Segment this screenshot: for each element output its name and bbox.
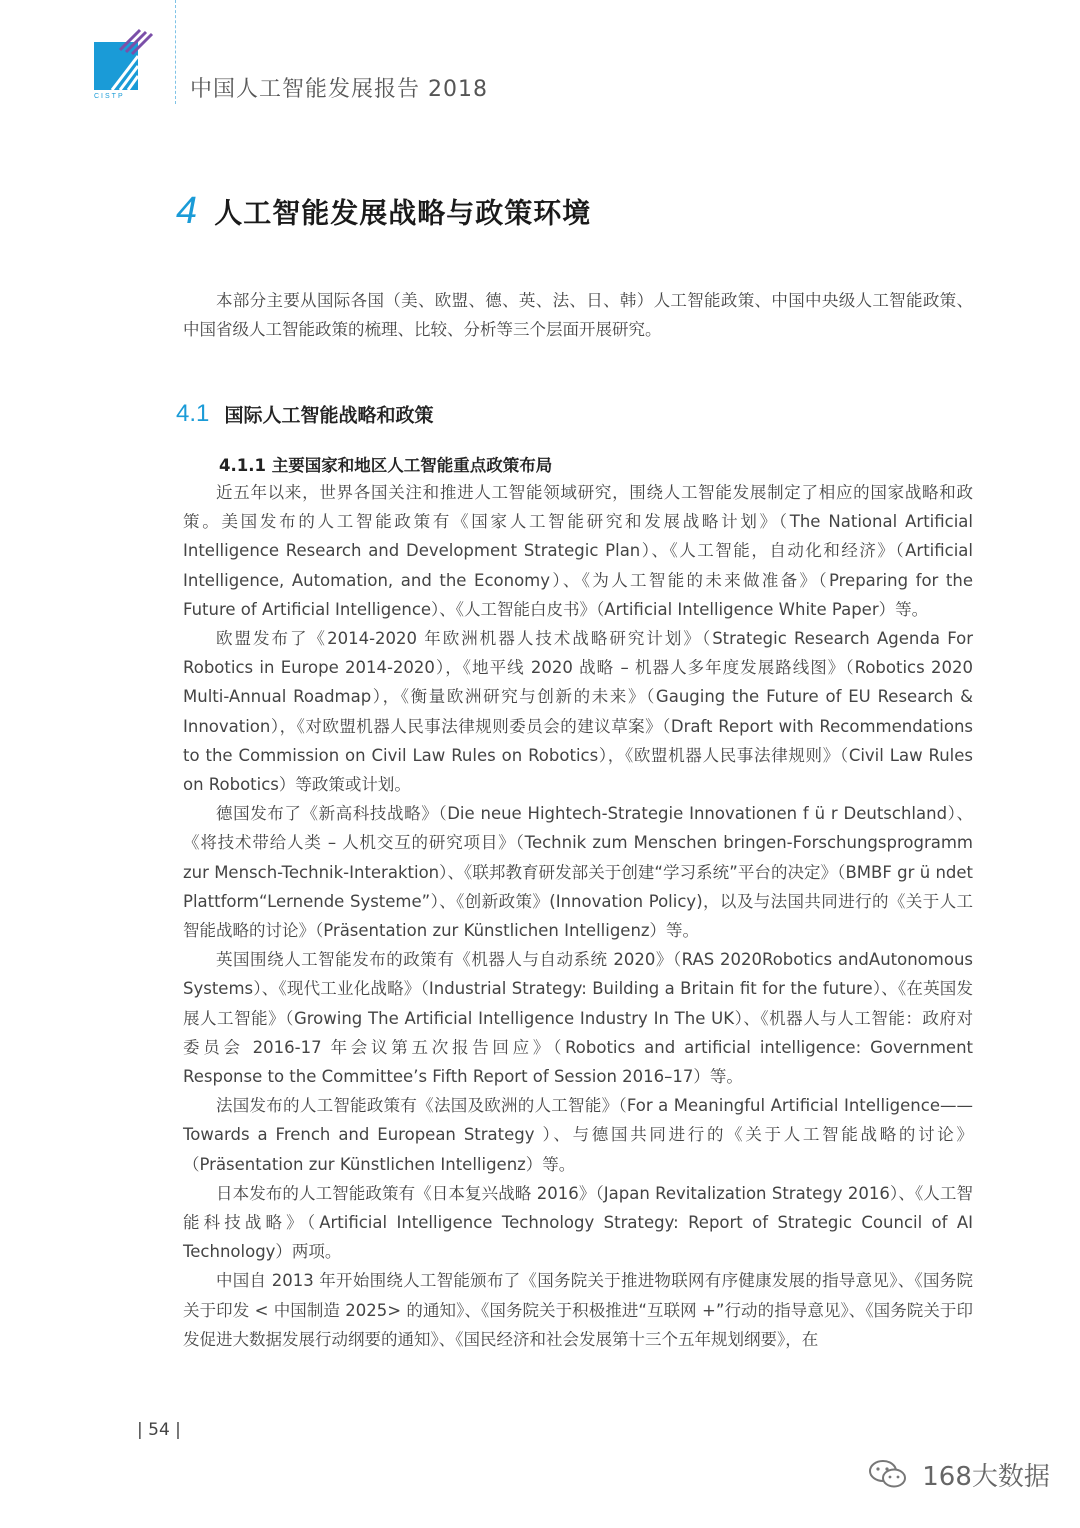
paragraph-eu: 欧盟发布了《2014-2020 年欧洲机器人技术战略研究计划》（Strategic Research Agenda For Robotics in Europe 2014-2020），《地平线 2020 战略 – 机器人多年度发展路线图》（Robotics 2020 Multi-Annual Roadmap），《衡量欧洲研究与创新的未来》（Gauging the Future of EU Research & Innovation），《对欧盟机器人民事法律规则委员会的建议草案》（Draft Report with Recommendations to the Commission on Civil Law Rules on Robotics），《欧盟机器人民事法律规则》（Civil Law Rules on Robotics）等政策或计划。 xyxy=(183,629,973,795)
paragraph-germany: 德国发布了《新高科技战略》（Die neue Hightech-Strategie Innovationen f ü r Deutschland）、《将技术带给人类 – 人机交互的研究项目》（Technik zum Menschen bringen-Forschungsprogramm zur Mensch-Technik-Interaktion）、《联邦教育研发部关于创建“学习系统”平台的决定》（BMBF gr ü ndet Plattform“Lernende Systeme”）、《创新政策》(Innovation Policy)，以及与法国共同进行的《关于人工智能战略的讨论》（Präsentation zur Künstlichen Intelligenz）等。 xyxy=(183,804,973,941)
watermark-text: 168大数据 xyxy=(922,1462,1050,1492)
chapter-heading xyxy=(176,190,591,233)
paragraph-japan: 日本发布的人工智能政策有《日本复兴战略 2016》（Japan Revitalization Strategy 2016）、《人工智能科技战略》（Artificial Intelligence Technology Strategy: Report of Strategic Council of AI Technology）两项。 xyxy=(183,1183,973,1262)
body-content xyxy=(183,478,973,1354)
header-divider xyxy=(175,0,176,104)
chapter-title: 人工智能发展战略与政策环境 xyxy=(214,196,592,230)
section-number: 4.1 xyxy=(176,400,210,427)
subsection-heading: 4.1.1 主要国家和地区人工智能重点政策布局 xyxy=(219,456,553,475)
paragraph-china: 中国自 2013 年开始围绕人工智能颁布了《国务院关于推进物联网有序健康发展的指导意见》、《国务院关于印发 < 中国制造 2025> 的通知》、《国务院关于积极推进“互联网 +”行动的指导意见》、《国务院关于印发促进大数据发展行动纲要的通知》、《国民经济和社会发展第十三个五年规划纲要》，在 xyxy=(183,1271,973,1349)
intro-block xyxy=(183,286,973,344)
wechat-icon xyxy=(868,1458,908,1497)
section-heading xyxy=(176,400,433,428)
intro-paragraph: 本部分主要从国际各国（美、欧盟、德、英、法、日、韩）人工智能政策、中国中央级人工智能政策、中国省级人工智能政策的梳理、比较、分析等三个层面开展研究。 xyxy=(183,291,973,340)
paragraph-us: 近五年以来，世界各国关注和推进人工智能领域研究，围绕人工智能发展制定了相应的国家战略和政策。美国发布的人工智能政策有《国家人工智能研究和发展战略计划》（The National Artificial Intelligence Research and Development Strategic Plan）、《人工智能，自动化和经济》（Artificial Intelligence, Automation, and the Economy）、《为人工智能的未来做准备》（Preparing for the Future of Artificial Intelligence）、《人工智能白皮书》（Artificial Intelligence White Paper）等。 xyxy=(183,483,973,619)
section-title: 国际人工智能战略和政策 xyxy=(224,404,434,427)
logo-text: CISTP xyxy=(94,93,125,100)
chapter-number: 4 xyxy=(176,190,198,232)
paragraph-uk: 英国围绕人工智能发布的政策有《机器人与自动系统 2020》（RAS 2020Robotics andAutonomous Systems）、《现代工业化战略》（Industrial Strategy: Building a Britain fit for the future）、《在英国发展人工智能》（Growing The Artificial Intelligence Industry In The UK）、《机器人与人工智能：政府对委员会 2016-17 年会议第五次报告回应》（Robotics and artificial intelligence: Government Response to the Committee’s Fifth Report of Session 2016–17）等。 xyxy=(183,950,973,1087)
paragraph-france: 法国发布的人工智能政策有《法国及欧洲的人工智能》（For a Meaningful Artificial Intelligence——Towards a French and European Strategy ）、与德国共同进行的《关于人工智能战略的讨论》（Präsentation zur Künstlichen Intelligenz）等。 xyxy=(183,1096,973,1174)
page-number: | 54 | xyxy=(137,1420,181,1440)
watermark xyxy=(868,1456,1050,1497)
cistp-logo xyxy=(94,28,154,100)
logo-graphic-icon xyxy=(94,28,154,90)
report-title: 中国人工智能发展报告 2018 xyxy=(190,77,488,102)
